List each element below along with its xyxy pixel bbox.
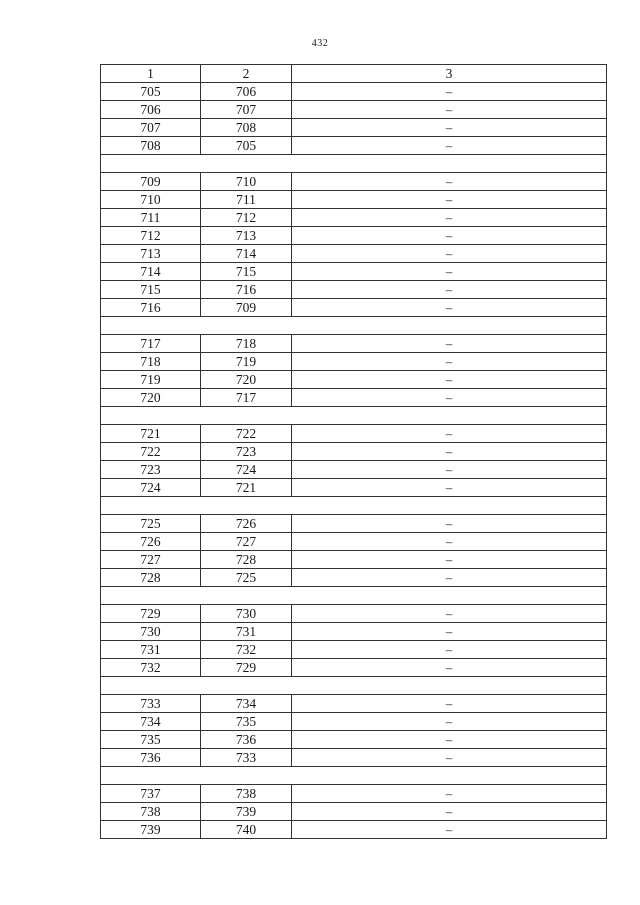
table-row — [101, 569, 607, 587]
table-cell-col-1: 725 — [101, 515, 201, 533]
table-cell-col-1: 730 — [101, 623, 201, 641]
table-row — [101, 713, 607, 731]
table-cell-col-3: – — [292, 209, 607, 227]
table-cell-col-1: 722 — [101, 443, 201, 461]
table-cell-col-3: – — [292, 821, 607, 839]
table-row — [101, 659, 607, 677]
table-row — [101, 245, 607, 263]
table-row — [101, 137, 607, 155]
group-separator-cell — [101, 317, 607, 335]
table-cell-col-1: 713 — [101, 245, 201, 263]
table-cell-col-1: 734 — [101, 713, 201, 731]
table-cell-col-3: – — [292, 749, 607, 767]
table-cell-col-2: 707 — [201, 101, 292, 119]
table-cell-col-3: – — [292, 227, 607, 245]
page-number: 432 — [311, 38, 329, 49]
table-row — [101, 623, 607, 641]
table-cell-col-2: 727 — [201, 533, 292, 551]
table-cell-col-1: 731 — [101, 641, 201, 659]
table-cell-col-2: 740 — [201, 821, 292, 839]
table-row — [101, 191, 607, 209]
table-row — [101, 281, 607, 299]
table-row — [101, 551, 607, 569]
table-cell-col-2: 725 — [201, 569, 292, 587]
table-cell-col-3: – — [292, 443, 607, 461]
table-row — [101, 641, 607, 659]
table-cell-col-1: 706 — [101, 101, 201, 119]
table-cell-col-3: – — [292, 713, 607, 731]
table-cell-col-3: – — [292, 695, 607, 713]
table-row — [101, 389, 607, 407]
group-separator-row — [101, 407, 607, 425]
table-cell-col-3: – — [292, 173, 607, 191]
table-row — [101, 335, 607, 353]
table-cell-col-1: 727 — [101, 551, 201, 569]
table-row — [101, 821, 607, 839]
data-table — [100, 64, 607, 839]
table-cell-col-1: 716 — [101, 299, 201, 317]
table-cell-col-3: – — [292, 569, 607, 587]
table-cell-col-1: 710 — [101, 191, 201, 209]
table-row — [101, 299, 607, 317]
table-cell-col-1: 723 — [101, 461, 201, 479]
table-cell-col-2: 710 — [201, 173, 292, 191]
group-separator-row — [101, 497, 607, 515]
table-cell-col-3: – — [292, 803, 607, 821]
table-cell-col-1: 714 — [101, 263, 201, 281]
table-cell-col-1: 724 — [101, 479, 201, 497]
table-cell-col-1: 718 — [101, 353, 201, 371]
header-row — [101, 65, 607, 83]
data-table-container — [100, 64, 606, 839]
table-cell-col-2: 717 — [201, 389, 292, 407]
table-cell-col-1: 739 — [101, 821, 201, 839]
table-row — [101, 515, 607, 533]
group-separator-cell — [101, 497, 607, 515]
table-cell-col-2: 719 — [201, 353, 292, 371]
group-separator-cell — [101, 677, 607, 695]
table-cell-col-1: 720 — [101, 389, 201, 407]
table-cell-col-3: – — [292, 785, 607, 803]
table-cell-col-1: 721 — [101, 425, 201, 443]
table-cell-col-1: 737 — [101, 785, 201, 803]
table-cell-col-1: 711 — [101, 209, 201, 227]
table-cell-col-3: – — [292, 281, 607, 299]
table-cell-col-1: 705 — [101, 83, 201, 101]
table-cell-col-2: 731 — [201, 623, 292, 641]
table-cell-col-1: 736 — [101, 749, 201, 767]
table-row — [101, 353, 607, 371]
table-cell-col-1: 719 — [101, 371, 201, 389]
table-cell-col-2: 716 — [201, 281, 292, 299]
table-row — [101, 227, 607, 245]
group-separator-row — [101, 587, 607, 605]
table-row — [101, 749, 607, 767]
table-row — [101, 83, 607, 101]
table-cell-col-1: 735 — [101, 731, 201, 749]
table-cell-col-3: – — [292, 551, 607, 569]
table-cell-col-2: 722 — [201, 425, 292, 443]
table-cell-col-1: 738 — [101, 803, 201, 821]
table-cell-col-2: 729 — [201, 659, 292, 677]
table-row — [101, 425, 607, 443]
table-cell-col-3: – — [292, 425, 607, 443]
table-cell-col-3: – — [292, 101, 607, 119]
table-row — [101, 443, 607, 461]
table-cell-col-3: – — [292, 371, 607, 389]
group-separator-cell — [101, 155, 607, 173]
group-separator-row — [101, 767, 607, 785]
table-cell-col-3: – — [292, 191, 607, 209]
table-row — [101, 101, 607, 119]
table-cell-col-2: 705 — [201, 137, 292, 155]
table-cell-col-2: 709 — [201, 299, 292, 317]
table-cell-col-3: – — [292, 479, 607, 497]
table-cell-col-2: 706 — [201, 83, 292, 101]
group-separator-cell — [101, 407, 607, 425]
table-cell-col-3: – — [292, 353, 607, 371]
table-cell-col-2: 733 — [201, 749, 292, 767]
table-cell-col-2: 718 — [201, 335, 292, 353]
table-cell-col-2: 711 — [201, 191, 292, 209]
table-cell-col-2: 714 — [201, 245, 292, 263]
table-cell-col-3: – — [292, 245, 607, 263]
table-cell-col-3: – — [292, 119, 607, 137]
table-cell-col-2: 736 — [201, 731, 292, 749]
table-cell-col-3: – — [292, 731, 607, 749]
table-cell-col-2: 713 — [201, 227, 292, 245]
table-cell-col-1: 707 — [101, 119, 201, 137]
table-cell-col-3: – — [292, 263, 607, 281]
table-cell-col-1: 726 — [101, 533, 201, 551]
table-cell-col-3: – — [292, 137, 607, 155]
table-cell-col-1: 729 — [101, 605, 201, 623]
table-row — [101, 209, 607, 227]
table-row — [101, 479, 607, 497]
table-row — [101, 263, 607, 281]
table-row — [101, 173, 607, 191]
table-row — [101, 533, 607, 551]
table-body — [101, 83, 607, 839]
column-header-3: 3 — [292, 65, 607, 83]
table-cell-col-1: 733 — [101, 695, 201, 713]
column-header-2: 2 — [201, 65, 292, 83]
table-cell-col-2: 721 — [201, 479, 292, 497]
table-cell-col-3: – — [292, 515, 607, 533]
table-cell-col-3: – — [292, 461, 607, 479]
table-cell-col-3: – — [292, 389, 607, 407]
table-cell-col-1: 715 — [101, 281, 201, 299]
table-row — [101, 803, 607, 821]
table-cell-col-1: 717 — [101, 335, 201, 353]
table-cell-col-2: 738 — [201, 785, 292, 803]
table-cell-col-2: 732 — [201, 641, 292, 659]
table-cell-col-2: 723 — [201, 443, 292, 461]
table-cell-col-3: – — [292, 83, 607, 101]
table-cell-col-2: 712 — [201, 209, 292, 227]
table-row — [101, 695, 607, 713]
table-row — [101, 731, 607, 749]
table-cell-col-1: 708 — [101, 137, 201, 155]
table-cell-col-2: 715 — [201, 263, 292, 281]
table-cell-col-3: – — [292, 335, 607, 353]
table-cell-col-2: 726 — [201, 515, 292, 533]
group-separator-cell — [101, 587, 607, 605]
column-header-1: 1 — [101, 65, 201, 83]
table-row — [101, 461, 607, 479]
table-cell-col-1: 709 — [101, 173, 201, 191]
table-cell-col-2: 724 — [201, 461, 292, 479]
table-cell-col-1: 732 — [101, 659, 201, 677]
table-cell-col-2: 720 — [201, 371, 292, 389]
table-cell-col-2: 734 — [201, 695, 292, 713]
group-separator-row — [101, 677, 607, 695]
table-row — [101, 119, 607, 137]
table-cell-col-2: 708 — [201, 119, 292, 137]
group-separator-row — [101, 317, 607, 335]
table-cell-col-3: – — [292, 605, 607, 623]
table-cell-col-2: 739 — [201, 803, 292, 821]
table-cell-col-3: – — [292, 641, 607, 659]
table-cell-col-2: 735 — [201, 713, 292, 731]
table-cell-col-1: 712 — [101, 227, 201, 245]
table-cell-col-3: – — [292, 533, 607, 551]
table-cell-col-3: – — [292, 299, 607, 317]
table-cell-col-1: 728 — [101, 569, 201, 587]
table-cell-col-3: – — [292, 623, 607, 641]
table-cell-col-2: 728 — [201, 551, 292, 569]
table-row — [101, 371, 607, 389]
group-separator-cell — [101, 767, 607, 785]
table-row — [101, 605, 607, 623]
table-row — [101, 785, 607, 803]
table-cell-col-2: 730 — [201, 605, 292, 623]
group-separator-row — [101, 155, 607, 173]
table-cell-col-3: – — [292, 659, 607, 677]
